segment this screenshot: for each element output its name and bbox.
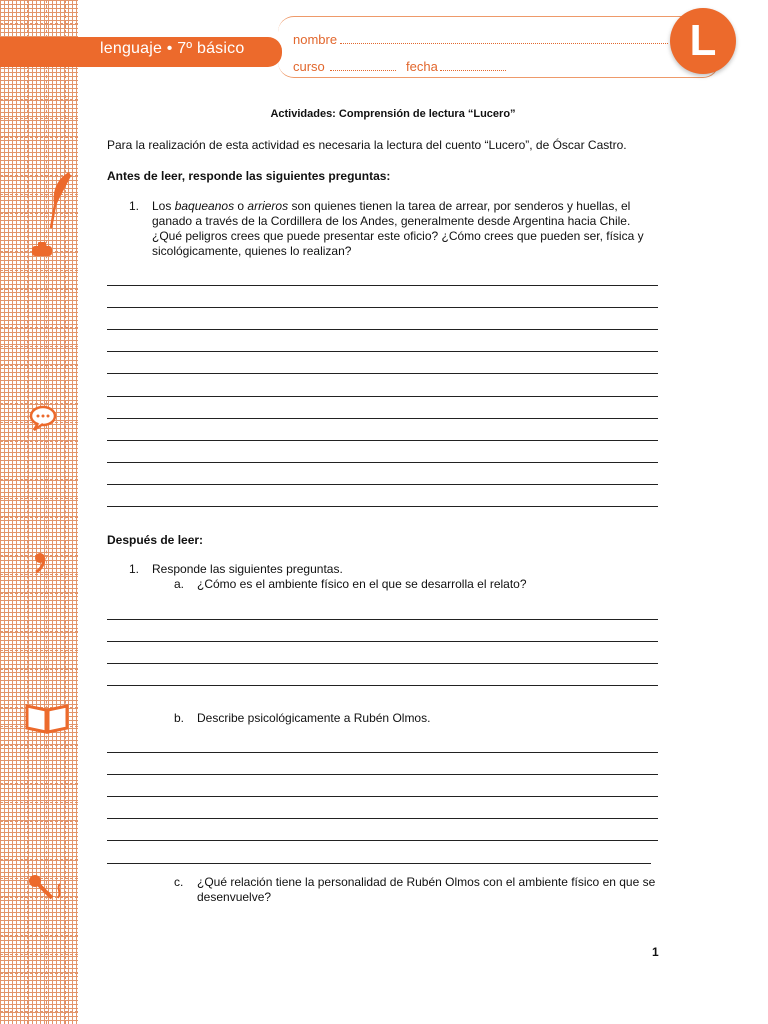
grid-horizontal-line	[0, 669, 78, 670]
answer-line[interactable]	[107, 619, 658, 620]
nombre-field[interactable]	[340, 43, 668, 44]
margin-grid	[0, 0, 78, 1024]
grid-vertical-line	[8, 0, 9, 1024]
section-before-heading: Antes de leer, responde las siguientes preguntas:	[107, 169, 391, 183]
answer-line[interactable]	[107, 484, 658, 485]
answer-line[interactable]	[107, 663, 658, 664]
question-number: 1.	[129, 562, 140, 576]
answer-line[interactable]	[107, 840, 658, 841]
grid-horizontal-line	[0, 650, 78, 651]
question-a-letter: a.	[174, 577, 185, 591]
grid-horizontal-line	[0, 156, 78, 157]
answer-line[interactable]	[107, 373, 658, 374]
grid-horizontal-line	[0, 593, 78, 594]
intro-text: Para la realización de esta actividad es necesaria la lectura del cuento “Lucero”, de Óscar Castro.	[107, 138, 627, 152]
grid-horizontal-line	[0, 574, 78, 575]
grid-vertical-line	[65, 0, 66, 1024]
grid-horizontal-line	[0, 916, 78, 917]
grid-horizontal-line	[0, 498, 78, 499]
answer-line[interactable]	[107, 329, 658, 330]
grid-horizontal-line	[0, 1011, 78, 1012]
question-a-text: ¿Cómo es el ambiente físico en el que se desarrolla el relato?	[197, 577, 527, 591]
answer-line[interactable]	[107, 285, 658, 286]
answer-line[interactable]	[107, 418, 658, 419]
grid-horizontal-line	[0, 783, 78, 784]
grid-horizontal-line	[0, 536, 78, 537]
fecha-label: fecha	[406, 59, 438, 74]
grid-horizontal-line	[0, 840, 78, 841]
grid-horizontal-line	[0, 137, 78, 138]
page-number: 1	[652, 945, 659, 959]
answer-line[interactable]	[107, 307, 658, 308]
microphone-icon	[26, 872, 70, 906]
answer-line[interactable]	[107, 506, 658, 507]
grid-horizontal-line	[0, 631, 78, 632]
answer-line[interactable]	[107, 774, 658, 775]
quill-icon	[44, 170, 74, 232]
grid-horizontal-line	[0, 612, 78, 613]
curso-label: curso	[293, 59, 325, 74]
student-info-box	[278, 16, 719, 78]
answer-line[interactable]	[107, 462, 658, 463]
section-after-heading: Después de leer:	[107, 533, 204, 547]
after-question-1-text: Responde las siguientes preguntas.	[152, 562, 343, 576]
grid-horizontal-line	[0, 327, 78, 328]
grid-horizontal-line	[0, 4, 78, 5]
grid-horizontal-line	[0, 308, 78, 309]
grid-horizontal-line	[0, 346, 78, 347]
question-1-text: Los baqueanos o arrieros son quienes tienen la tarea de arrear, por senderos y huellas, el ganado a través de la Cordillera de los Andes, generalmente desde Argentina hacia Chile. ¿Qué peligros crees que puede presentar este oficio? ¿Cómo crees que pueden ser, física y sicológicamente, quienes lo realizan?	[152, 199, 644, 258]
grid-horizontal-line	[0, 802, 78, 803]
grid-horizontal-line	[0, 460, 78, 461]
answer-line[interactable]	[107, 818, 658, 819]
grid-vertical-line	[46, 0, 47, 1024]
grid-horizontal-line	[0, 80, 78, 81]
grid-horizontal-line	[0, 745, 78, 746]
speech-bubble-icon	[28, 404, 58, 432]
grid-horizontal-line	[0, 23, 78, 24]
subject-badge: L	[670, 8, 736, 74]
grid-horizontal-line	[0, 479, 78, 480]
grid-horizontal-line	[0, 764, 78, 765]
answer-line[interactable]	[107, 396, 658, 397]
answer-line[interactable]	[107, 685, 658, 686]
question-b-text: Describe psicológicamente a Rubén Olmos.	[197, 711, 431, 725]
answer-line[interactable]	[107, 641, 658, 642]
grid-vertical-line	[27, 0, 28, 1024]
grid-horizontal-line	[0, 441, 78, 442]
question-b-letter: b.	[174, 711, 185, 725]
grid-horizontal-line	[0, 517, 78, 518]
answer-line[interactable]	[107, 440, 658, 441]
grid-horizontal-line	[0, 365, 78, 366]
grid-horizontal-line	[0, 935, 78, 936]
nombre-label: nombre	[293, 32, 338, 47]
comma-icon	[34, 552, 46, 574]
grid-horizontal-line	[0, 384, 78, 385]
grid-horizontal-line	[0, 232, 78, 233]
grid-horizontal-line	[0, 99, 78, 100]
ink-pot-icon	[30, 240, 54, 258]
grid-horizontal-line	[0, 859, 78, 860]
grid-horizontal-line	[0, 973, 78, 974]
question-c-text: ¿Qué relación tiene la personalidad de Rubén Olmos con el ambiente físico en que se desenvuelve?	[197, 875, 656, 904]
grid-horizontal-line	[0, 821, 78, 822]
grid-horizontal-line	[0, 992, 78, 993]
grid-horizontal-line	[0, 270, 78, 271]
answer-line[interactable]	[107, 351, 658, 352]
answer-line[interactable]	[107, 796, 658, 797]
open-book-icon	[24, 700, 70, 734]
answer-line[interactable]	[107, 863, 651, 864]
question-c-letter: c.	[174, 875, 184, 889]
answer-line[interactable]	[107, 752, 658, 753]
grid-horizontal-line	[0, 289, 78, 290]
subject-label: lenguaje • 7º básico	[100, 40, 245, 57]
grid-horizontal-line	[0, 954, 78, 955]
curso-field[interactable]	[330, 70, 396, 71]
question-number: 1.	[129, 199, 140, 213]
fecha-field[interactable]	[440, 70, 506, 71]
page-title: Actividades: Comprensión de lectura “Lucero”	[270, 108, 516, 120]
grid-horizontal-line	[0, 688, 78, 689]
